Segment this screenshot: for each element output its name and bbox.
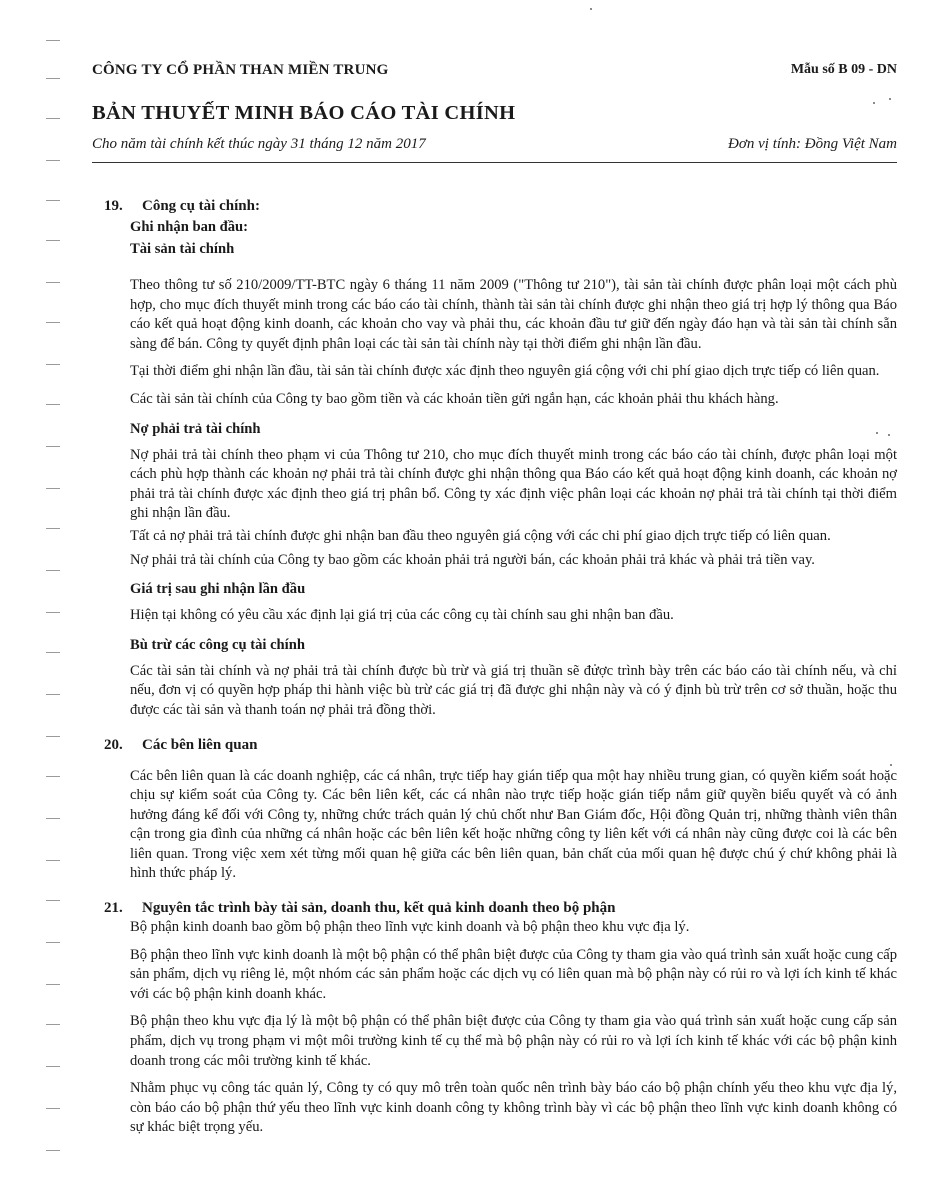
- offsetting-heading: Bù trừ các công cụ tài chính: [130, 636, 305, 653]
- paragraph: Bộ phận theo khu vực địa lý là một bộ phận có thể phân biệt được của Công ty tham gia vào quá trình sản xuất hoặc cung cấp sản phẩm, dịch vụ trong phạm vi một môi trường kinh tế cụ thể mà bộ phận này có rủi ro và lợi ích kinh tế khác với các bộ phận kinh doanh trong các môi trường kinh tế khác.: [130, 1013, 897, 1069]
- header-divider: [92, 162, 897, 163]
- paragraph: Tại thời điểm ghi nhận lần đầu, tài sản tài chính được xác định theo nguyên giá cộng với chi phí giao dịch trực tiếp có liên quan.: [130, 363, 880, 380]
- financial-liabilities-heading: Nợ phải trả tài chính: [130, 420, 261, 437]
- section-title: Các bên liên quan: [142, 736, 258, 753]
- paragraph: Bộ phận theo lĩnh vực kinh doanh là một bộ phận có thể phân biệt được của Công ty tham gia vào quá trình sản xuất hoặc cung cấp sản phẩm, dịch vụ riêng lẻ, một nhóm các sản phẩm hoặc các dịch vụ có liên quan mà bộ phận này có rủi ro và lợi ích kinh tế khác với các bộ phận kinh doanh khác.: [130, 946, 897, 1002]
- paragraph: Các tài sản tài chính của Công ty bao gồm tiền và các khoản tiền gửi ngắn hạn, các khoản phải thu khách hàng.: [130, 390, 779, 407]
- paragraph: Các bên liên quan là các doanh nghiệp, các cá nhân, trực tiếp hay gián tiếp qua một hay nhiều trung gian, có quyền kiểm soát hoặc chịu sự kiểm soát của Công ty. Các bên liên kết, các cá nhân nào trực tiếp hoặc gián tiếp nắm giữ quyền biểu quyết và có ảnh hưởng đáng kể đối với Công ty, những chức trách quản lý chủ chốt như Ban Giám đốc, Hội đồng Quản trị, những thành viên thân cận trong gia đình của những cá nhân hoặc các bên liên kết hoặc những công ty liên kết với cá nhân này cũng được coi là các bên liên quan. Trong việc xem xét từng mối quan hệ giữa các bên liên quan, bản chất của mối quan hệ được chú ý chứ không phải là hình thức pháp lý.: [130, 767, 897, 882]
- paragraph: Nhằm phục vụ công tác quản lý, Công ty có quy mô trên toàn quốc nên trình bày báo cáo bộ phận chính yếu theo khu vực địa lý, còn báo cáo bộ phận thứ yếu theo lĩnh vực kinh doanh công ty không trình bày vì các bộ phận theo lĩnh vực kinh doanh không có sự khác biệt trọng yếu.: [130, 1080, 897, 1136]
- initial-recognition-heading: Ghi nhận ban đầu:: [130, 219, 249, 235]
- section-number: 20.: [104, 736, 123, 753]
- paragraph: Hiện tại không có yêu cầu xác định lại giá trị của các công cụ tài chính sau ghi nhận ban đầu.: [130, 607, 674, 624]
- document-body: [92, 196, 897, 1146]
- paragraph: Nợ phải trả tài chính của Công ty bao gồm các khoản phải trả người bán, các khoản phải trả khác và phải trả tiền vay.: [130, 551, 815, 568]
- section-number: 21.: [104, 900, 123, 917]
- paragraph: Tất cả nợ phải trả tài chính được ghi nhận ban đầu theo nguyên giá cộng với các chi phí giao dịch trực tiếp có liên quan.: [130, 527, 831, 544]
- currency-unit: Đơn vị tính: Đồng Việt Nam: [728, 136, 897, 152]
- paragraph: Nợ phải trả tài chính theo phạm vi của Thông tư 210, cho mục đích thuyết minh trong các báo cáo tài chính, được phân loại một cách phù hợp thành các khoản nợ phải trả tài chính được ghi nhận thông qua Báo cáo kết quả hoạt động kinh doanh, các khoản nợ phải trả tài chính được xác định theo giá trị phân bổ. Công ty xác định việc phân loại các khoản nợ phải trả tài chính tại thời điểm ghi nhận lần đầu.: [130, 446, 897, 522]
- section-21-heading: [92, 898, 897, 918]
- reporting-period: Cho năm tài chính kết thúc ngày 31 tháng 12 năm 2017: [92, 136, 426, 152]
- section-19-heading: [92, 196, 897, 216]
- subsequent-measurement-heading: Giá trị sau ghi nhận lần đầu: [130, 581, 306, 598]
- section-20-heading: [92, 735, 897, 755]
- document-title: BẢN THUYẾT MINH BÁO CÁO TÀI CHÍNH: [92, 102, 516, 124]
- company-name: CÔNG TY CỔ PHẦN THAN MIỀN TRUNG: [92, 62, 389, 78]
- financial-assets-heading: Tài sản tài chính: [130, 241, 235, 257]
- paragraph: Bộ phận kinh doanh bao gồm bộ phận theo lĩnh vực kinh doanh và bộ phận theo khu vực địa lý.: [130, 919, 690, 936]
- paragraph: Các tài sản tài chính và nợ phải trả tài chính được bù trừ và giá trị thuần sẽ được trình bày trên các báo cáo tài chính nếu, và chỉ nếu, đơn vị có quyền hợp pháp thi hành việc bù trừ các giá trị đã được ghi nhận này và có ý định bù trừ trên cơ sở thuần, hoặc thu được các tài sản và thanh toán nợ phải trả đồng thời.: [130, 662, 897, 718]
- binding-margin-marks: [0, 0, 70, 1200]
- section-title: Công cụ tài chính:: [142, 198, 260, 214]
- section-number: 19.: [104, 198, 123, 214]
- form-number: Mẫu số B 09 - DN: [790, 62, 897, 77]
- section-title: Nguyên tắc trình bày tài sản, doanh thu, kết quả kinh doanh theo bộ phận: [142, 900, 616, 917]
- paragraph: Theo thông tư số 210/2009/TT-BTC ngày 6 tháng 11 năm 2009 ("Thông tư 210"), tài sản tài chính được phân loại một cách phù hợp, cho mục đích thuyết minh trong các báo cáo tài chính, thành tài sản tài chính được ghi nhận theo giá trị hợp lý thông qua Báo cáo kết quả hoạt động kinh doanh, các khoản cho vay và phải thu, các khoản đầu tư giữ đến ngày đáo hạn và tài sản tài chính sẵn sàng để bán. Công ty quyết định phân loại các tài sản tài chính này tại thời điểm ghi nhận lần đầu.: [130, 277, 897, 352]
